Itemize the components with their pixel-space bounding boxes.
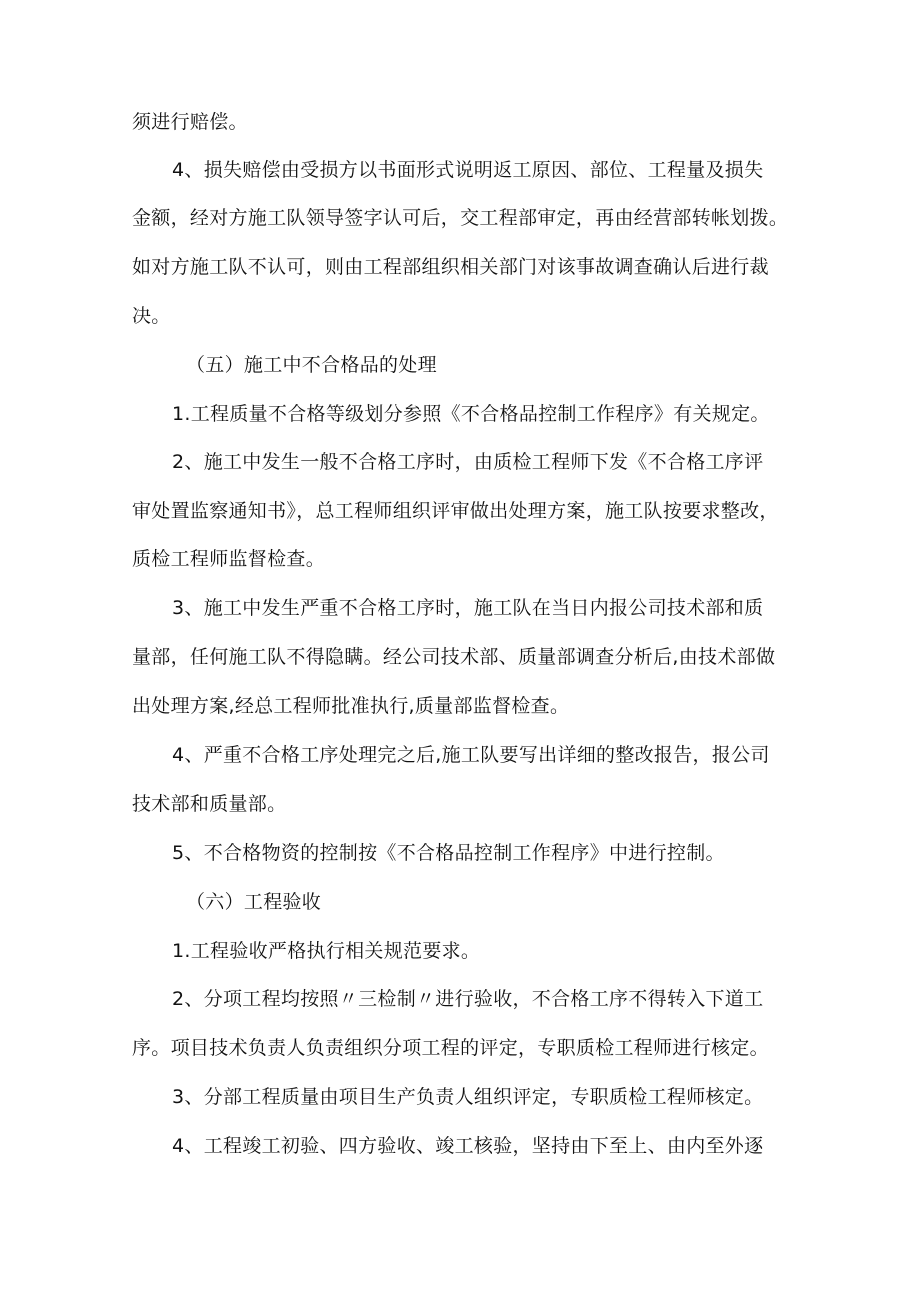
text-line: 2、施工中发生一般不合格工序时，由质检工程师下发《不合格工序评: [172, 451, 764, 473]
text-line: 技术部和质量部。: [132, 793, 287, 815]
text-line: 2、分项工程均按照〃三检制〃进行验收，不合格工序不得转入下道工: [172, 988, 764, 1010]
text-line: 1.工程验收严格执行相关规范要求。: [172, 940, 481, 962]
text-line: 3、施工中发生严重不合格工序时，施工队在当日内报公司技术部和质: [172, 597, 764, 619]
text-line: 3、分部工程质量由项目生产负责人组织评定，专职质检工程师核定。: [172, 1086, 764, 1108]
text-line: 量部，任何施工队不得隐瞒。经公司技术部、质量部调查分析后,由技术部做: [132, 646, 776, 668]
text-line: 审处置监察通知书》，总工程师组织评审做出处理方案，施工队按要求整改，: [132, 500, 779, 522]
text-line: 如对方施工队不认可，则由工程部组织相关部门对该事故调查确认后进行裁: [132, 256, 769, 278]
section-heading: （六）工程验收: [186, 891, 322, 913]
text-line: 1.工程质量不合格等级划分参照《不合格品控制工作程序》有关规定。: [172, 403, 770, 425]
text-line: 4、工程竣工初验、四方验收、竣工核验，坚持由下至上、由内至外逐: [172, 1135, 764, 1157]
text-line: 须进行赔偿。: [132, 111, 248, 133]
text-line: 序。项目技术负责人负责组织分项工程的评定，专职质检工程师进行核定。: [132, 1037, 769, 1059]
text-line: 5、不合格物资的控制按《不合格品控制工作程序》中进行控制。: [172, 842, 725, 864]
text-line: 金额，经对方施工队领导签字认可后，交工程部审定，再由经营部转帐划拨。: [132, 207, 789, 229]
section-heading: （五）施工中不合格品的处理: [186, 354, 437, 376]
text-line: 4、严重不合格工序处理完之后,施工队要写出详细的整改报告，报公司: [172, 744, 770, 766]
text-line: 4、损失赔偿由受损方以书面形式说明返工原因、部位、工程量及损失: [172, 159, 764, 181]
text-line: 质检工程师监督检查。: [132, 548, 326, 570]
text-line: 出处理方案,经总工程师批准执行,质量部监督检查。: [132, 695, 570, 717]
text-line: 决。: [132, 305, 171, 327]
